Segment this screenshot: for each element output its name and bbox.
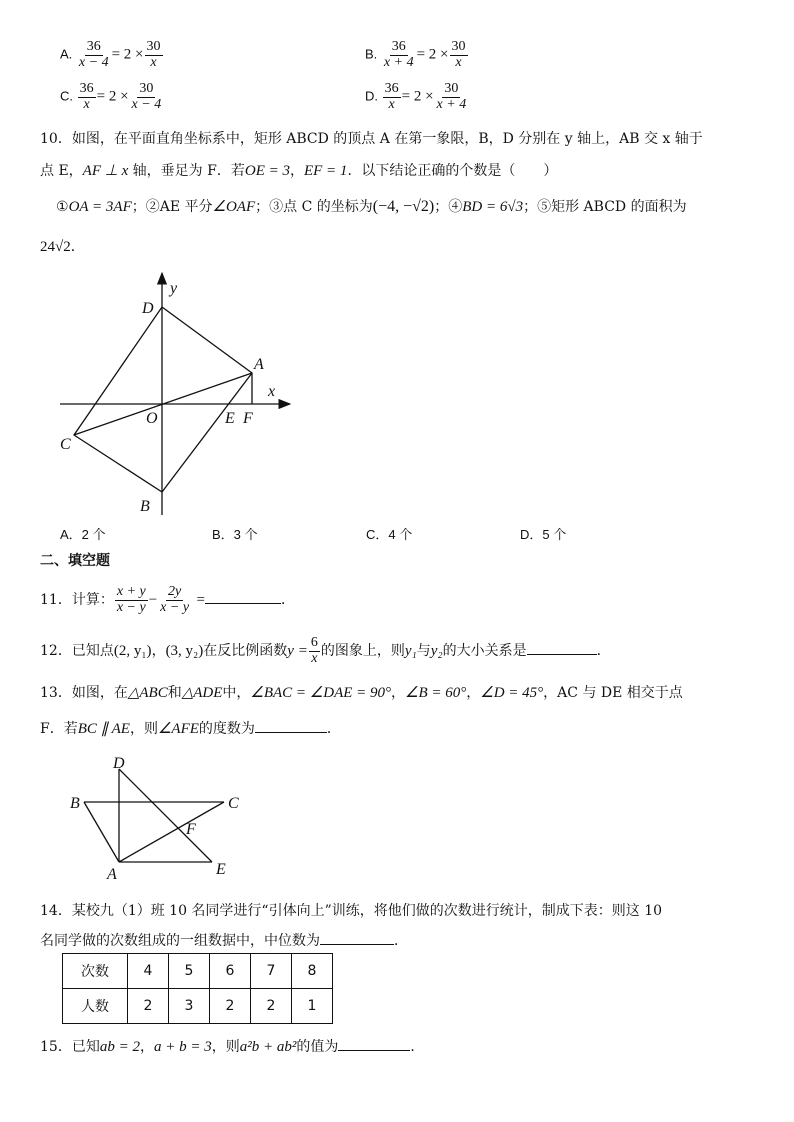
- q15: 15．已知ab = 2，a + b = 3，则a²b + ab²的值为 ．: [40, 1039, 425, 1055]
- fraction: $\frac{30}{x}$: [451, 39, 466, 70]
- q10-option-c: C．4 个: [366, 527, 413, 542]
- table-cell: 3: [169, 989, 210, 1024]
- pullup-table: [62, 953, 333, 1024]
- label-d: D: [113, 755, 125, 772]
- fraction: $\frac{36}{x - 4}$: [78, 39, 109, 70]
- table-row: [63, 954, 333, 989]
- label-b: B: [70, 795, 80, 812]
- q10-statement-tail: 24√2．: [40, 239, 85, 255]
- table-cell: 7: [251, 954, 292, 989]
- table-row: [63, 989, 333, 1024]
- answer-blank[interactable]: [527, 653, 597, 655]
- answer-blank[interactable]: [205, 602, 281, 604]
- segment-ba: [84, 802, 119, 862]
- fraction: $\frac{36}{x + 4}$: [383, 39, 414, 70]
- label-b: B: [140, 498, 150, 515]
- label-e: E: [225, 410, 235, 427]
- label-c: C: [228, 795, 239, 812]
- option-label: D.: [365, 88, 378, 104]
- q14-line-1: 14．某校九（1）班 10 名同学进行“引体向上”训练，将他们做的次数进行统计，制成下表：则这 10: [40, 903, 663, 919]
- table-cell: 2: [251, 989, 292, 1024]
- fraction: $\frac{6}{x}$: [310, 635, 318, 666]
- fraction: $\frac{x + y}{x - y}$: [116, 584, 146, 615]
- q10-option-b: B．3 个: [212, 527, 258, 542]
- label-a: A: [107, 866, 117, 883]
- answer-blank[interactable]: [338, 1049, 410, 1051]
- q10-option-d: D．5 个: [520, 527, 567, 542]
- label-d: D: [142, 300, 154, 317]
- label-o: O: [146, 410, 158, 427]
- q10-line-1: 10．如图，在平面直角坐标系中，矩形 ABCD 的顶点 A 在第一象限，B，D 分别在 y 轴上，AB 交 x 轴于: [40, 131, 703, 147]
- q10-option-a: A．2 个: [60, 527, 106, 542]
- label-f: F: [243, 410, 253, 427]
- triangles-figure: [64, 755, 254, 885]
- fraction: $\frac{30}{x}$: [146, 39, 161, 70]
- label-a: A: [254, 356, 264, 373]
- label-c: C: [60, 436, 71, 453]
- table-cell: 次数: [63, 954, 128, 989]
- answer-blank[interactable]: [255, 731, 327, 733]
- rectangle-abcd: [74, 307, 252, 492]
- table-cell: 8: [292, 954, 333, 989]
- q11: 11．计算： $\frac{x + y}{x - y}$ − $\frac{2y}{x - y}$ = ．: [40, 584, 295, 615]
- q9-option-d: D. $\frac{36}{x}$ = 2 × $\frac{30}{x + 4}$: [365, 81, 467, 112]
- label-f: F: [186, 821, 196, 838]
- section-heading: 二、填空题: [40, 553, 110, 569]
- rectangle-coordinate-figure: [50, 265, 310, 520]
- table-cell: 2: [210, 989, 251, 1024]
- option-label: C.: [60, 88, 73, 104]
- q9-option-c: C. $\frac{36}{x}$ = 2 × $\frac{30}{x - 4}$: [60, 81, 162, 112]
- table-cell: 4: [128, 954, 169, 989]
- q14-line-2: 名同学做的次数组成的一组数据中，中位数为 ．: [40, 933, 408, 949]
- label-x: x: [268, 383, 276, 400]
- table-cell: 2: [128, 989, 169, 1024]
- q10-statements: ①OA = 3AF；②AE 平分∠OAF；③点 C 的坐标为(−4, −√2)；④BD = 6√3；⑤矩形 ABCD 的面积为: [56, 198, 687, 215]
- option-label: A.: [60, 46, 73, 62]
- label-e: E: [216, 861, 226, 878]
- q12: 12．已知点(2, y₁)，(3, y₂)在反比例函数y = $\frac{6}{x}$ 的图象上，则y₁与y₂的大小关系是 ．: [40, 635, 611, 666]
- option-label: B.: [365, 46, 378, 62]
- q9-option-a: A. $\frac{36}{x - 4}$ = 2 × $\frac{30}{x}$: [60, 39, 161, 70]
- table-cell: 5: [169, 954, 210, 989]
- segment-ac: [119, 802, 224, 862]
- fraction: $\frac{2y}{x - y}$: [160, 584, 190, 615]
- q13-line-1: 13．如图，在△ABC和△ADE中，∠BAC = ∠DAE = 90°，∠B = 60°，∠D = 45°，AC 与 DE 相交于点: [40, 685, 683, 701]
- fraction: $\frac{36}{x}$: [384, 81, 399, 112]
- fraction: $\frac{30}{x + 4}$: [436, 81, 467, 112]
- fraction: $\frac{36}{x}$: [79, 81, 94, 112]
- label-y: y: [170, 280, 178, 297]
- q13-line-2: F．若BC ∥ AE，则∠AFE的度数为 ．: [40, 721, 341, 737]
- table-cell: 人数: [63, 989, 128, 1024]
- fraction: $\frac{30}{x - 4}$: [131, 81, 162, 112]
- segment-de: [119, 769, 212, 862]
- answer-blank[interactable]: [320, 943, 394, 945]
- q9-option-b: B. $\frac{36}{x + 4}$ = 2 × $\frac{30}{x}$: [365, 39, 466, 70]
- table-cell: 1: [292, 989, 333, 1024]
- q10-line-2: 点 E，AF ⊥ x 轴，垂足为 F．若OE = 3，EF = 1．以下结论正确的个数是（ ）: [40, 163, 558, 179]
- table-cell: 6: [210, 954, 251, 989]
